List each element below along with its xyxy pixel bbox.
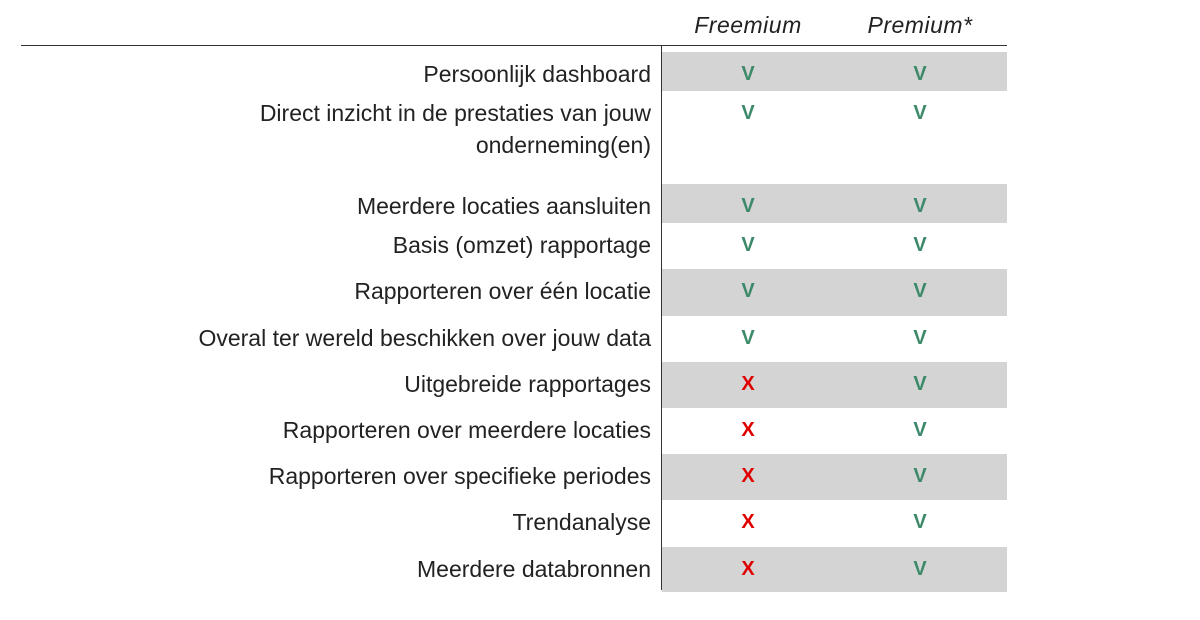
check-mark-premium: V — [913, 465, 927, 487]
table-row — [0, 52, 1007, 91]
feature-label — [0, 91, 651, 161]
cross-mark-freemium: X — [741, 373, 755, 395]
check-mark-premium: V — [913, 511, 927, 533]
check-mark-freemium: V — [741, 327, 755, 349]
row-cells — [662, 269, 1007, 316]
plan-header-row — [662, 12, 1007, 42]
check-mark-premium: V — [913, 195, 927, 217]
check-mark-premium: V — [913, 373, 927, 395]
table-row — [0, 269, 1007, 316]
feature-label: Meerdere databronnen — [417, 556, 651, 582]
check-mark-premium: V — [913, 102, 927, 124]
row-cells — [662, 408, 1007, 454]
table-row — [0, 184, 1007, 223]
check-mark-premium: V — [913, 327, 927, 349]
row-cells — [662, 52, 1007, 91]
check-mark-premium: V — [913, 234, 927, 256]
feature-label: Persoonlijk dashboard — [423, 61, 651, 87]
feature-label: Trendanalyse — [512, 509, 651, 535]
feature-label: Basis (omzet) rapportage — [392, 232, 651, 258]
check-mark-premium: V — [913, 558, 927, 580]
feature-label: Rapporteren over specifieke periodes — [268, 463, 651, 489]
check-mark-freemium: V — [741, 63, 755, 85]
cross-mark-freemium: X — [741, 465, 755, 487]
cross-mark-freemium: X — [741, 511, 755, 533]
feature-label-line: Direct inzicht in de prestaties van jouw — [259, 100, 651, 126]
cross-mark-freemium: X — [741, 419, 755, 441]
feature-label-line: onderneming(en) — [475, 132, 651, 158]
header-divider — [21, 45, 1007, 46]
table-row — [0, 454, 1007, 500]
check-mark-premium: V — [913, 63, 927, 85]
row-cells — [662, 454, 1007, 500]
row-cells — [662, 184, 1007, 223]
check-mark-freemium: V — [741, 280, 755, 302]
row-cells — [662, 316, 1007, 362]
table-row — [0, 223, 1007, 269]
check-mark-freemium: V — [741, 234, 755, 256]
check-mark-premium: V — [913, 280, 927, 302]
feature-label: Rapporteren over één locatie — [354, 278, 651, 304]
feature-label: Rapporteren over meerdere locaties — [282, 417, 651, 443]
row-cells — [662, 500, 1007, 547]
feature-label: Uitgebreide rapportages — [404, 371, 651, 397]
row-cells — [662, 91, 1007, 184]
table-row — [0, 316, 1007, 362]
table-row — [0, 547, 1007, 592]
row-cells — [662, 223, 1007, 269]
plan-name-freemium: Freemium — [694, 12, 802, 38]
check-mark-freemium: V — [741, 195, 755, 217]
feature-label: Meerdere locaties aansluiten — [356, 193, 651, 219]
table-row — [0, 362, 1007, 408]
cross-mark-freemium: X — [741, 558, 755, 580]
table-row — [0, 408, 1007, 454]
check-mark-premium: V — [913, 419, 927, 441]
row-cells — [662, 547, 1007, 592]
row-cells — [662, 362, 1007, 408]
feature-label: Overal ter wereld beschikken over jouw data — [198, 325, 651, 351]
plan-name-premium: Premium* — [867, 12, 973, 38]
table-row — [0, 500, 1007, 547]
table-row — [0, 91, 1007, 184]
check-mark-freemium: V — [741, 102, 755, 124]
